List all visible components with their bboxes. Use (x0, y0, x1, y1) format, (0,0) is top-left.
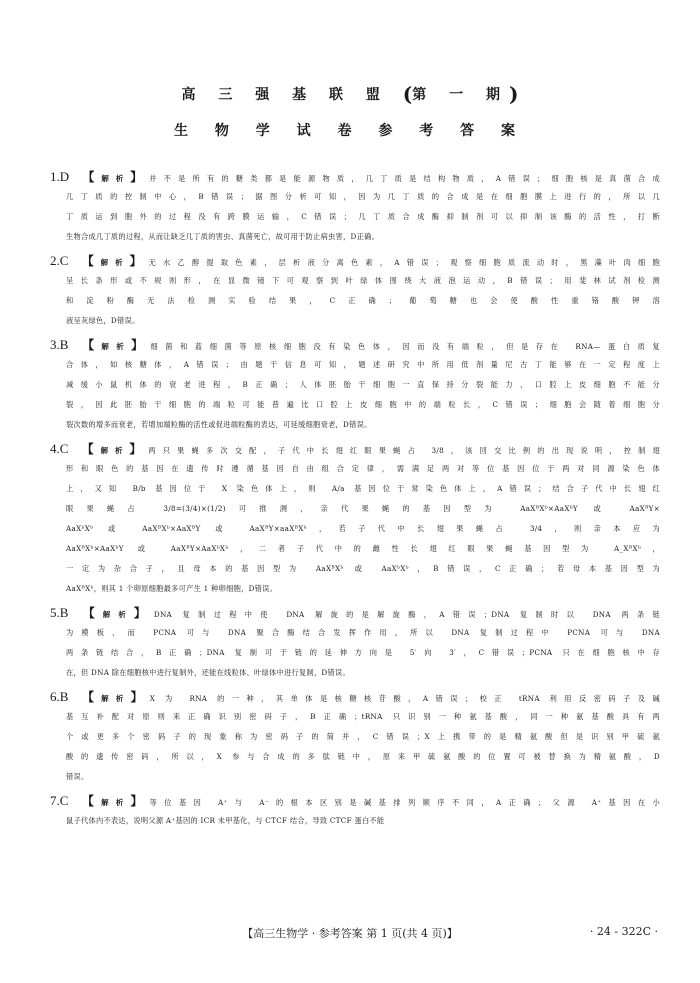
analysis-tag: 【解析】 (74, 442, 149, 456)
answer-item (50, 439, 660, 599)
answer-text: AaXᵇXᵇ 或 AaXᴮXᵇ×AaXᴮY 或 AaXᴮY×aaXᴮXᵇ，若子代中长翅果蝇占 3/4，则亲本应为 (66, 524, 660, 533)
answer-text: 错误。 (66, 772, 89, 781)
answer-text: 在，但 DNA 除在细胞核中进行复制外，还能在线粒体、叶绿体中进行复制，D错误。 (66, 668, 350, 677)
answer-text: 合体，如核糖体，A错误；由题干信息可知，题述研究中所用低剂量尼古丁能够在一定程度上 (66, 360, 660, 369)
answer-text: 两条链结合，B正确；DNA 复制可于链的延伸方向是 5′向 3′，C错误；PCNA 只在细胞核中存 (66, 648, 660, 657)
answer-letter: B (59, 605, 69, 620)
answer-item (50, 251, 660, 331)
answer-line (50, 271, 660, 291)
analysis-tag: 【解析】 (74, 794, 150, 808)
answer-item (50, 603, 660, 683)
page-subtitle: 生 物 学 试 卷 参 考 答 案 (174, 123, 526, 139)
answer-text: 裂次数的增多而衰老，若增加端粒酶的活性或促进端粒酶的表达，可延缓细胞衰老，D错误。 (66, 420, 372, 429)
answer-letter: C (59, 793, 69, 808)
analysis-tag-label: 解析 (102, 610, 134, 619)
answer-line (50, 479, 660, 499)
answer-line (50, 207, 660, 227)
answer-text: AaXᴮXᵇ×AaXᵇY 或 AaXᴮY×AaXᵇXᵇ，二者子代中的雌性长翅红眼果蝇基因型为 A_XᴮXᵇ， (66, 544, 660, 553)
paren-close: ) (509, 82, 519, 106)
answer-line (50, 623, 660, 643)
answer-text: 细菌和蓝细菌等原核细胞没有染色体，因而没有端粒，但是存在 RNA—蛋白质复 (150, 342, 660, 351)
answer-line (50, 811, 660, 831)
answer-line (50, 291, 660, 311)
answer-text: 几丁质的控制中心，B错误；据图分析可知，因为几丁质的合成是在细胞膜上进行的，所以几 (66, 192, 660, 201)
answer-item (50, 335, 660, 435)
answer-text: 两只果蝇多次交配，子代中长翅红眼果蝇占 3/8，该回交比例的出现说明，控制翅 (148, 446, 660, 455)
answer-line (50, 603, 660, 623)
footer-page-info: 【高三生物学 · 参考答案 第 1 页(共 4 页)】 (242, 927, 458, 940)
answer-list (50, 167, 660, 835)
answer-line (50, 663, 660, 683)
answer-line (50, 539, 660, 559)
answer-line (50, 499, 660, 519)
answer-text: 一定为杂合子，且母本的基因型为 AaXᴮXᵇ 或 AaXᵇXᵇ，B错误，C正确；若母本基因型为 (66, 564, 660, 573)
answer-text: 等位基因 A⁺与 A⁻的根本区别是碱基排列顺序不同，A正确；父源 A⁺基因在小 (149, 798, 660, 807)
answer-text: 眼果蝇占 3/8=(3/4)×(1/2)可推测，亲代果蝇的基因型为 AaXᴮXᵇ×AaXᵇY 或 AaXᴮY× (66, 504, 660, 513)
answer-text: DNA 复制过程中使 DNA 解旋的是解旋酶，A错误；DNA 复制时以 DNA 两条链 (153, 610, 660, 619)
answer-text: 生物合成几丁质的过程，从而让缺乏几丁质的害虫、真菌死亡，故可用于防止病虫害，D正确。 (66, 232, 380, 241)
answer-line (50, 767, 660, 787)
answer-text: 裂，因此胚胎干细胞的端粒可能普遍比口腔上皮细胞中的端粒长，C错误；细胞会随着细胞分 (66, 400, 660, 409)
answer-line (50, 707, 660, 727)
answer-line (50, 251, 660, 271)
answer-item (50, 687, 660, 787)
question-number: 7. (50, 793, 60, 808)
analysis-tag: 【解析】 (74, 606, 154, 620)
answer-line (50, 375, 660, 395)
answer-line (50, 187, 660, 207)
answer-line (50, 415, 660, 435)
answer-letter: B (59, 689, 69, 704)
answer-text: 上，又知 B/b 基因位于 X 染色体上，则 A/a 基因位于常染色体上，A错误；结合子代中长翅红 (66, 484, 660, 493)
analysis-tag: 【解析】 (74, 338, 151, 352)
analysis-tag-label: 解析 (101, 694, 131, 703)
answer-letter: C (59, 253, 69, 268)
analysis-tag-label: 解析 (101, 798, 131, 807)
footer-code: · 24 - 322C · (589, 925, 658, 938)
question-number: 5. (50, 605, 60, 620)
answer-line (50, 579, 660, 599)
answer-text: 呈长条形或不规则形，在显微镜下可观察到叶绿体围绕大液泡运动，B错误；用斐林试剂检测 (66, 276, 660, 285)
answer-line (50, 747, 660, 767)
answer-text: AaXᴮXᵇ，则其 1 个卵原细胞最多可产生 1 种卵细胞，D错误。 (66, 584, 278, 593)
answer-line (50, 687, 660, 707)
answer-text: 并不是所有的糖类都是能源物质，几丁质是结构物质，A错误；细胞核是真菌合成 (149, 174, 660, 183)
answer-text: 无水乙醇提取色素，层析液分离色素，A错误；观察细胞质流动时，黑藻叶肉细胞 (148, 258, 660, 267)
answer-text: X 为 RNA 的一种，其单体是核糖核苷酸，A错误；校正 tRNA 利用反密码子及碱 (149, 694, 660, 703)
answer-line (50, 355, 660, 375)
analysis-tag-label: 解析 (101, 342, 132, 351)
answer-text: 基互补配对原则来正确识别密码子，B正确；tRNA 只识别一种氨基酸，同一种氨基酸具有两 (66, 712, 660, 721)
analysis-tag-label: 解析 (100, 446, 130, 455)
answer-line (50, 791, 660, 811)
answer-line (50, 227, 660, 247)
answer-line (50, 643, 660, 663)
answer-letter: D (59, 169, 70, 184)
answer-item (50, 791, 660, 831)
question-number: 3. (50, 337, 60, 352)
title-issue: 第 一 期 (412, 87, 509, 103)
answer-line (50, 311, 660, 331)
answer-text: 减缓小鼠机体的衰老进程，B正确；人体胚胎干细胞一直保持分裂能力，口腔上皮细胞不能分 (66, 380, 660, 389)
title-main: 高 三 强 基 联 盟 (181, 87, 389, 103)
answer-line (50, 439, 660, 459)
answer-letter: C (59, 441, 69, 456)
answer-text: 丁质运到胞外的过程没有跨膜运输，C错误；几丁质合成酶抑制剂可以抑制该酶的活性，打断 (66, 212, 660, 221)
answer-text: 鼠子代体内不表达，说明父源 A⁺基因的 ICR 未甲基化，与 CTCF 结合，导致 CTCF 蛋白不能 (66, 816, 385, 825)
answer-text: 液呈灰绿色，D错误。 (66, 316, 140, 325)
answer-text: 酸的遗传密码，所以，X 参与合成的多肽链中，原来甲硫氨酸的位置可被替换为精氨酸，D (66, 752, 660, 761)
answer-line (50, 459, 660, 479)
question-number: 1. (50, 169, 60, 184)
analysis-tag: 【解析】 (75, 170, 150, 184)
question-number: 4. (50, 441, 60, 456)
answer-item (50, 167, 660, 247)
answer-text: 和淀粉酶无法检测实验结果，C正确；葡萄糖也会使酸性重铬酸钾溶 (66, 296, 660, 305)
answer-line (50, 727, 660, 747)
analysis-tag-label: 解析 (100, 258, 130, 267)
answer-line (50, 395, 660, 415)
question-number: 2. (50, 253, 60, 268)
answer-line (50, 167, 660, 187)
analysis-tag: 【解析】 (74, 690, 150, 704)
answer-text: 为模板，而 PCNA 可与 DNA 聚合酶结合发挥作用，所以 DNA 复制过程中 PCNA 可与 DNA (66, 628, 660, 637)
question-number: 6. (50, 689, 60, 704)
page-title (0, 80, 700, 104)
answer-line (50, 559, 660, 579)
answer-text: 形和眼色的基因在遗传时遵循基因自由组合定律，需满足两对等位基因位于两对同源染色体 (66, 464, 660, 473)
answer-text: 个或更多个密码子的现象称为密码子的简并，C错误；X上携带的是精氨酸但是识别甲硫氨 (66, 732, 660, 741)
analysis-tag-label: 解析 (101, 174, 131, 183)
answer-line (50, 335, 660, 355)
paren-open: ( (402, 82, 413, 106)
answer-letter: B (59, 337, 69, 352)
analysis-tag: 【解析】 (74, 254, 149, 268)
answer-line (50, 519, 660, 539)
